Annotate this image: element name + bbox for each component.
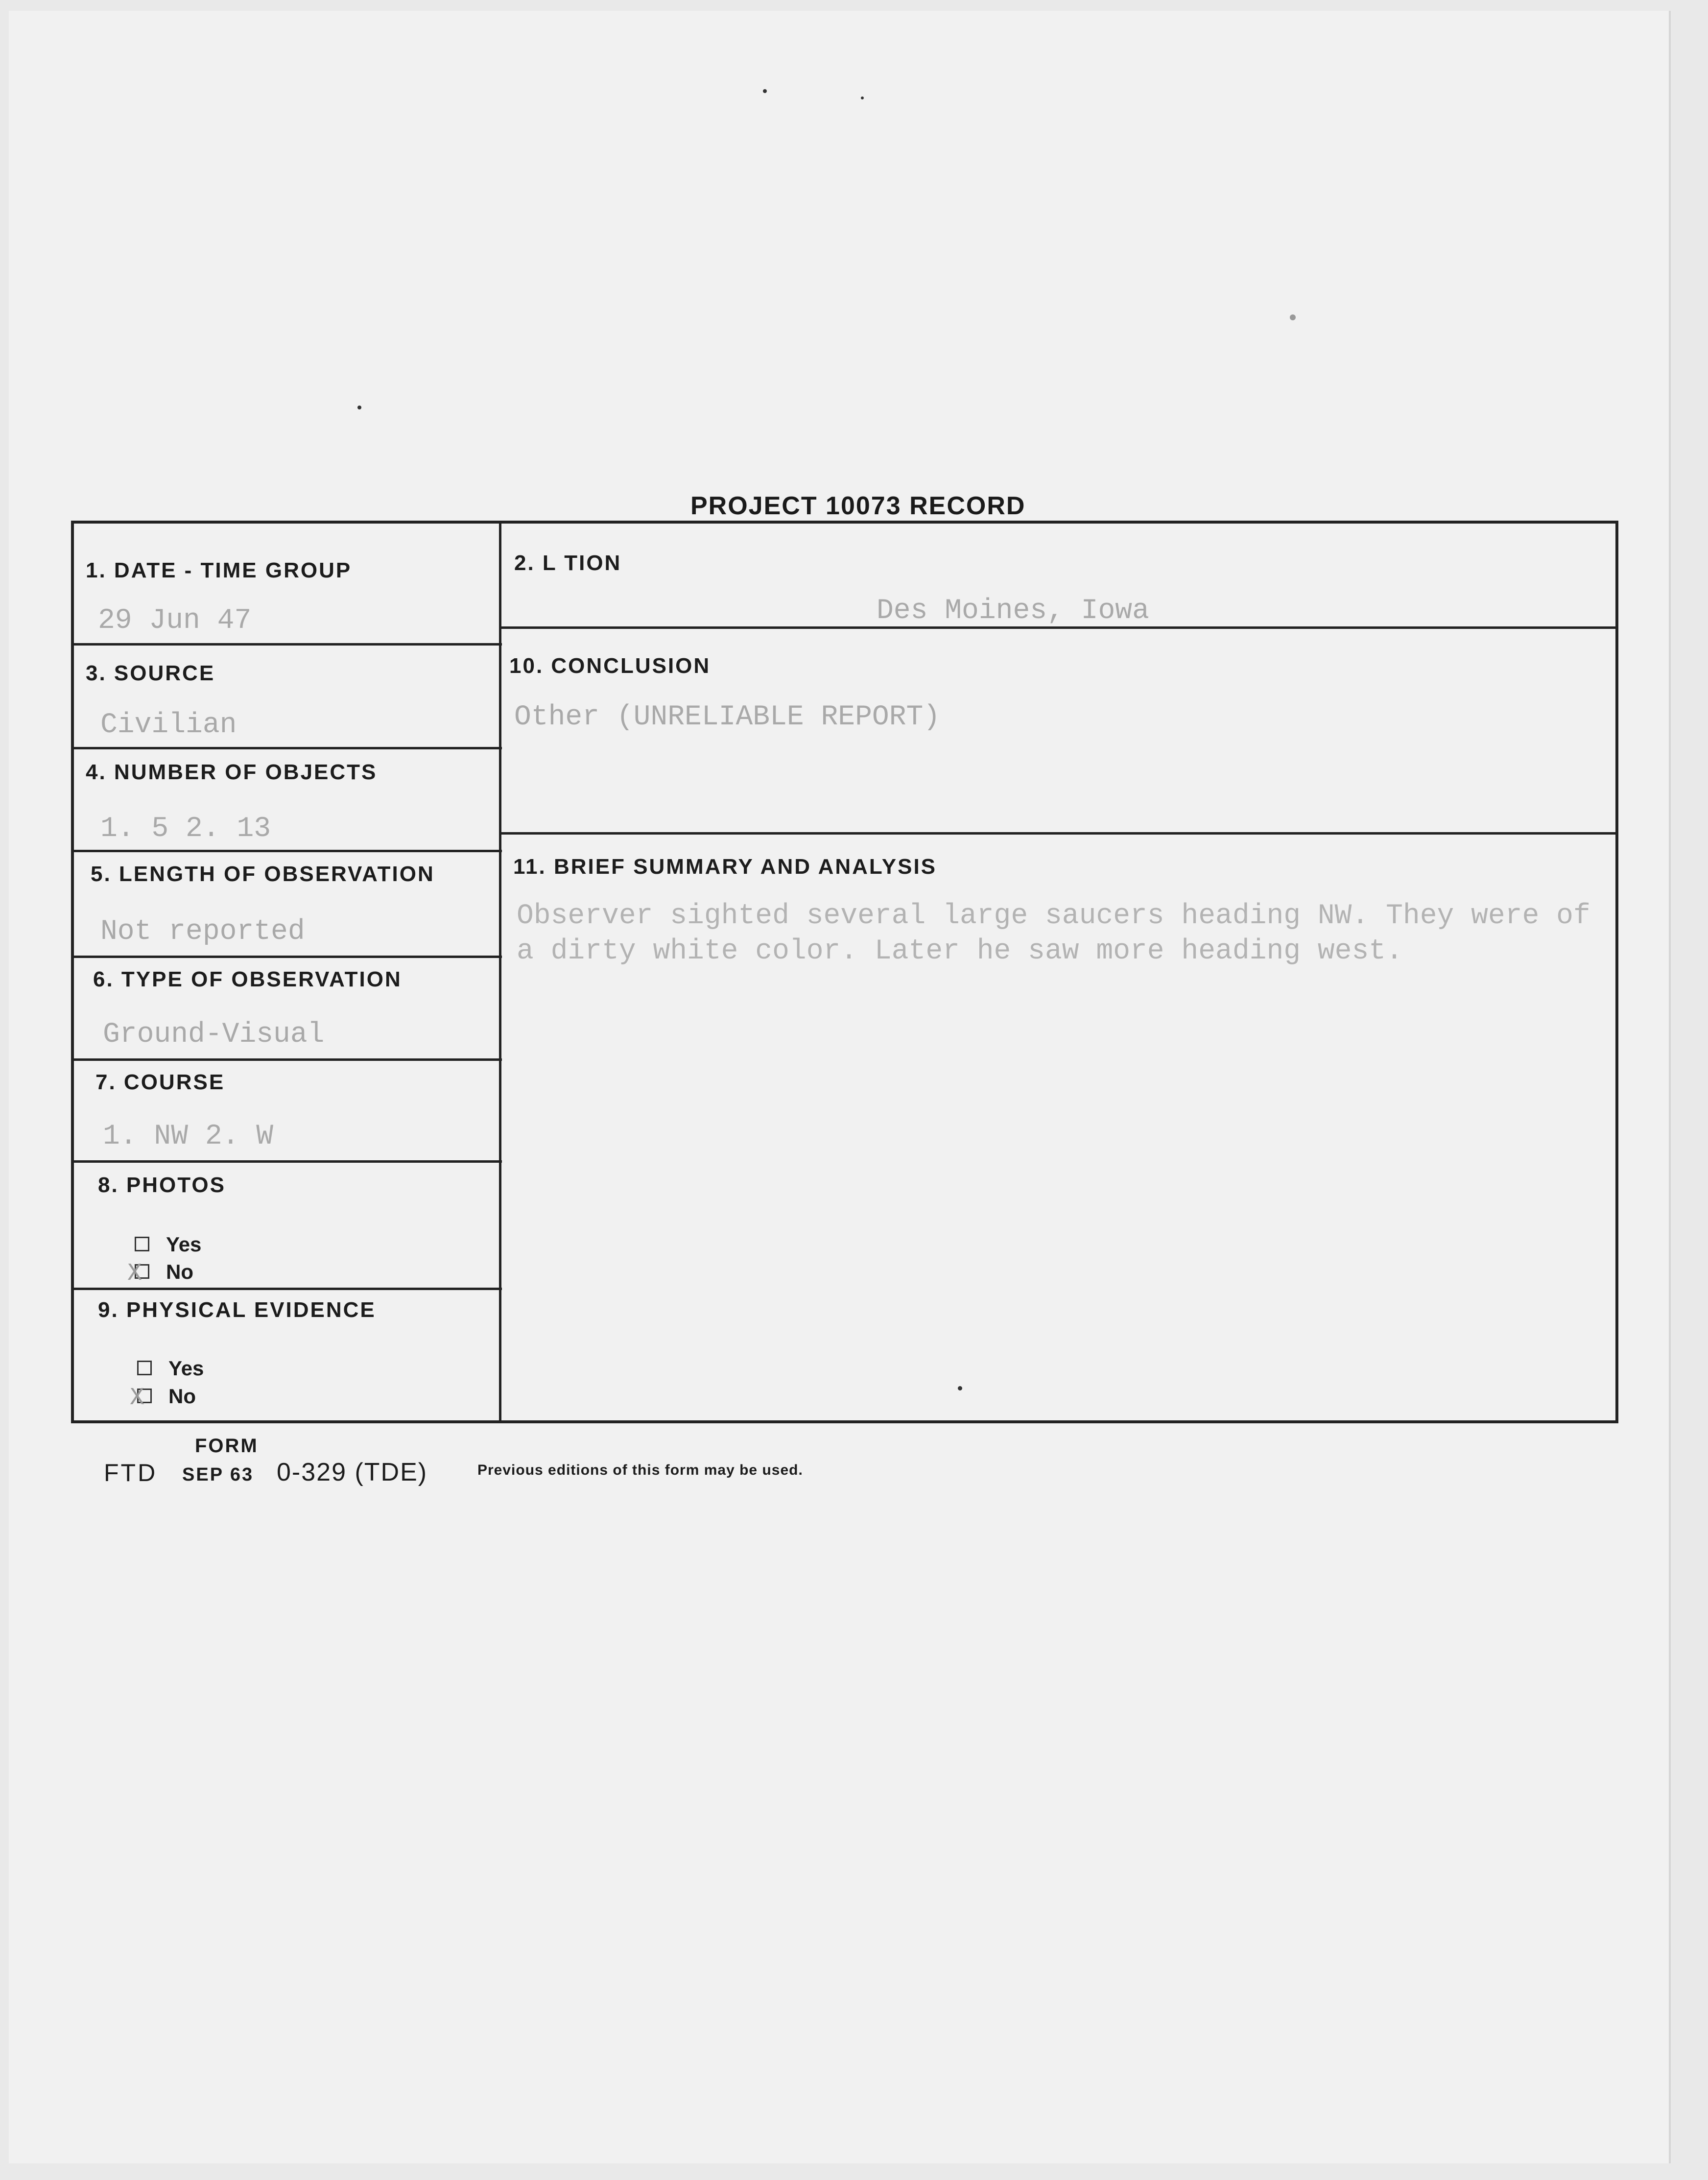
row-divider xyxy=(74,850,502,852)
location-label: 2. L TION xyxy=(514,551,622,575)
row-divider xyxy=(74,1058,502,1061)
dust-speck xyxy=(861,96,864,99)
length-of-observation-label: 5. LENGTH OF OBSERVATION xyxy=(91,862,435,886)
conclusion-label: 10. CONCLUSION xyxy=(509,654,711,678)
checkbox-icon xyxy=(137,1361,152,1375)
date-time-group-value: 29 Jun 47 xyxy=(98,605,252,637)
form-title: PROJECT 10073 RECORD xyxy=(690,492,1026,520)
date-time-group-label: 1. DATE - TIME GROUP xyxy=(86,558,352,582)
checkbox-icon xyxy=(127,1259,149,1288)
physical-evidence-option-yes xyxy=(137,1357,204,1380)
physical-evidence-yes-label: Yes xyxy=(168,1357,204,1380)
number-of-objects-label: 4. NUMBER OF OBJECTS xyxy=(86,760,378,784)
form-number: 0-329 (TDE) xyxy=(277,1458,428,1486)
column-divider xyxy=(499,524,501,1421)
type-of-observation-label: 6. TYPE OF OBSERVATION xyxy=(93,967,402,991)
type-of-observation-value: Ground-Visual xyxy=(103,1019,325,1051)
photos-no-label: No xyxy=(166,1260,193,1283)
source-value: Civilian xyxy=(100,709,237,741)
checkbox-mark: X xyxy=(127,1259,142,1288)
photos-label: 8. PHOTOS xyxy=(98,1173,226,1197)
course-label: 7. COURSE xyxy=(95,1070,225,1094)
form-agency: FTD xyxy=(104,1459,158,1486)
row-divider xyxy=(74,643,502,646)
number-of-objects-value: 1. 5 2. 13 xyxy=(100,813,271,845)
photos-yes-label: Yes xyxy=(166,1233,202,1256)
form-edition: SEP 63 xyxy=(182,1464,254,1485)
photos-option-yes xyxy=(135,1233,201,1256)
physical-evidence-label: 9. PHYSICAL EVIDENCE xyxy=(98,1298,376,1322)
row-divider xyxy=(74,747,502,749)
row-divider xyxy=(74,1288,502,1290)
form-note: Previous editions of this form may be used. xyxy=(477,1462,803,1478)
checkbox-mark: X xyxy=(130,1384,145,1412)
photos-option-no xyxy=(127,1259,193,1288)
row-divider xyxy=(74,1160,502,1163)
course-value: 1. NW 2. W xyxy=(103,1121,274,1152)
summary-label: 11. BRIEF SUMMARY AND ANALYSIS xyxy=(513,855,937,879)
physical-evidence-option-no xyxy=(130,1384,196,1412)
checkbox-icon xyxy=(135,1237,149,1251)
physical-evidence-no-label: No xyxy=(168,1385,196,1408)
conclusion-value: Other (UNRELIABLE REPORT) xyxy=(514,701,941,733)
dust-speck xyxy=(357,406,361,409)
location-value: Des Moines, Iowa xyxy=(877,595,1149,627)
dust-speck xyxy=(1290,314,1296,320)
dust-speck xyxy=(763,89,767,93)
row-divider xyxy=(499,832,1616,835)
length-of-observation-value: Not reported xyxy=(100,916,305,948)
form-word: FORM xyxy=(195,1435,259,1457)
row-divider xyxy=(74,956,502,958)
source-label: 3. SOURCE xyxy=(86,661,215,685)
checkbox-icon xyxy=(130,1384,152,1412)
summary-text: Observer sighted several large saucers heading NW. They were of a dirty white color. Later he saw more heading west. xyxy=(517,900,1590,967)
